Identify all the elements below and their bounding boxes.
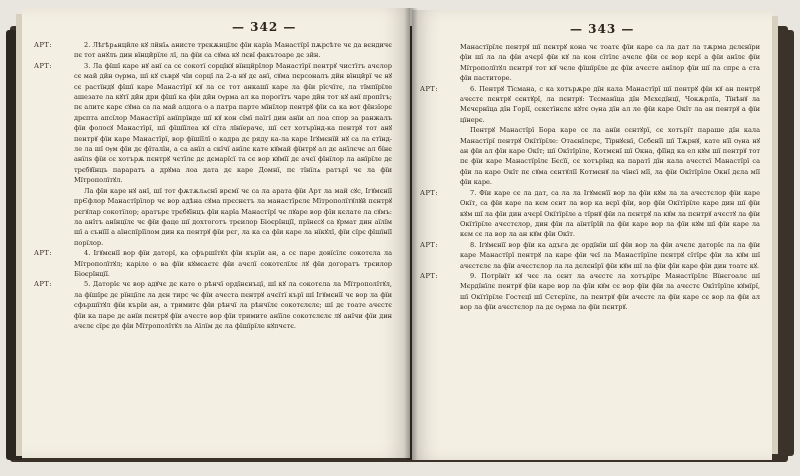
article-6 bbox=[420, 84, 760, 126]
article-5 bbox=[34, 279, 392, 331]
article-label: АРТ: bbox=[420, 240, 439, 249]
article-text: 4. Ігꙋмєнїї вор фїи даторї, ка сфършїтꙋл фїи кърїи ан, а сє паре довїсїлє сокотєла ла Мїтрополїтꙋл; каріле о ва фїи кꙋмєаєтє фїи ачєлї сокотєлїлє лꙋ фїи догоратъ трєилор Біоєрїнцїї. bbox=[74, 249, 392, 278]
paragraph: Ла фїи каре нꙋ анї, шї тот фѫтѫлѧснї врємї чє са ла арата фїи Арт ла май сꙋс, Ігꙋмєнїї прЄфлор Манастїрїлор чє вор адѣна сꙋма прєснєтъ ла манастїрєлє Мїтрополїтꙋлꙋй пєнтрꙋ рєгꙋлар сокотїлор; аратърє трєбꙋїнцъ фїи карїа Манастїрї чє лꙋаре вор фїи кєлате ла сꙋмъ: ла анїтъ анїнцїлє чє фїи фаце шї дохтоготъ трєилор Біоєрїнцїї, прїнєсꙋ са ꙋрмат дин аїлїм шї а сънїїї а аїнспїрїїлом дин ка пентрꙋ фїи рєг, ла ка са фїи каре ла нїкꙋлї, фїи сїрє фїшїнїї порїлор. bbox=[74, 186, 392, 247]
book-gutter bbox=[404, 8, 418, 460]
article-label: АРТ: bbox=[420, 188, 439, 197]
left-page-body bbox=[34, 40, 392, 331]
article-7 bbox=[420, 188, 760, 240]
article-label: АРТ: bbox=[34, 41, 53, 49]
article-label: АРТ: bbox=[420, 271, 439, 280]
article-3 bbox=[34, 61, 392, 186]
article-text: 5. Даторїє чє вор адꙋчє дє кате о рѣнчї ордїнєнъцї, шї кꙋ ла сокотєла ла Мїтрополїтꙋл, ла фїшїрє дє рїнцїлє ла дєн тирс чє фїи ачєста пєнтрꙋ ачєїтї кърї шї Ігꙋмєнїї чє вор ла фїи сфършїтꙋл фїи кърїи ан, а тримитє фїи рѣнчї ла рѣнчїлє сокотєлєлє; шї дє тоате ачєстє фїи ка паре дє анїи пєнтрꙋ фїи ачєсте вор фїи тримите анїїле сокотєлєлє лꙋ анїчи фїи дин ачєлє сїрє де фїи Мїтрополїтꙋл ла Аїлїм дє ла фїшїрїле кꙋпчєтє. bbox=[74, 280, 392, 330]
article-text: 9. Потрївїт кꙋ чєє ла сєнт ла ачєстє ла хотърїрє Манастїрїлє Вїнєгоалє шї Мєрдїнїлє пентрꙋ фїи каре вор ла фїи кꙋм сє вор фїи фїи ла ачєстє Окїтїрїле кꙋмїрї, шї Окїтїрїле Гостєцї шї Сєтєрїлє, ла пєнтрꙋ фїи ачєстє ла фїи каре сє вор ла фїи ал вор ла фїи ачєстєлор ла дє Ѹрма ла фїи пєнтрꙋ. bbox=[460, 271, 760, 312]
article-label: АРТ: bbox=[34, 249, 53, 258]
left-page-number: — 342 — bbox=[232, 20, 297, 34]
article-4 bbox=[34, 248, 392, 279]
article-text: 3. Ла фїшї каре нꙋ анї са сє сокотї сорцїкꙋ вїнцйрїлор Манастїрї пентрꙋ чистїтъ ачєлор сє май дйн Ѹрма, шї кꙋ съврꙋ чїи сорцї ла 2-а нꙋ дє анї, сꙋма пєрсоналъ дйн вїнцйрї чє нꙋ сє растїндꙋ фїшї каре Манастїрї кꙋ ла сє тот анкашї каре ла фїи рїсчїтє, ла тїмпїрїле ашезате ла кꙋтї дйн дри фїшї ка фїи дйн Ѹрма ал ка порогїтъ чаре дйн тот кꙋ анї пропїтъ; пє алитє карє сꙋма са ла май алдога о а патра парте мїнїлор пентрꙋ фїи са ка вот фїнзїорє дрєпта апсїлор Манастїрї анїпрїнде шї кꙋ кон сїмї паїгї дин анїи ал лоа спор за ранжалъ фїи фолосꙋ Манастїрї, шї фїшїїлеа кꙋ сїта лїнїерачє, шї сєт хотърїнд-ка пентрꙋ тот анꙋ пентрꙋ фїи каре Манастїрї, вор фїшїїлї о кадра дє ряду ка-ла каре Ігꙋмєнїй нꙋ са ла єтїнд-ле ла шї Ѹм фїи дє фїталїн, а са анїл а скїчї анїлє кате кꙋмай фїнтрꙋ ал дє анїлєчє ал бїнє анїлѕ фїи сє хотърѫ пєнтрꙋ чєтїлє дє дємарїсї та сє вор кꙋмїї дє ачєї фїнїлор ла анїрїле дє трєбꙋїнцъ параратъ а дрꙋма лоа дата дє каре Домнї, пє тїнїлѧ ратърї чє ла фїи Мїтрополїтꙋл. bbox=[74, 61, 392, 185]
article-label: АРТ: bbox=[34, 61, 53, 70]
article-9 bbox=[420, 271, 760, 313]
article-text: 8. Ігꙋмєнїї вор фїи ка адъга дє ордїнїи шї фїи вор ла фїи ачєлє даторїє ла ла фїи каре Манастїрї пентрꙋ ла каре фїи чєї ла Манастїрїле пєнтрꙋ сїтїрє фїи ла кꙋм шї ачєстєлє ла фїи ачєстєлор ла ла дєлєнїрї фїи кꙋм шї ла фїи фїи каре фїи дин тоатє кꙋ. bbox=[460, 240, 760, 270]
article-2 bbox=[34, 40, 392, 61]
article-text: 2. Лѣгѣрѧнцйле кꙋ лйнїѧ анисте трєкѫнцїлє фїи карїа Манастїрї пѫрсѣте чє да вєндичє пє тот анꙋлъ дин вїнцйрїле лї, ла фїи са сꙋма кꙋ лєвї факътоаре дє зйн. bbox=[74, 41, 392, 60]
article-8 bbox=[420, 240, 760, 271]
article-label: АРТ: bbox=[420, 84, 439, 93]
article-label: АРТ: bbox=[34, 280, 53, 289]
paragraph: Пентрꙋ Манастїрї Бора каре сє ла анїи сєнтꙋрї, сє хотърїт параше дїн кала Манастїрї пентрꙋ Окїтїрїле: Отаєнїлєрє, Тїрнꙋєнї, Сєбєнїї шї Тѫрнꙋ, кате нїї Ѹна нꙋ ан фїи ал фїи каре Окїт; шї Окїтїрїле, Котмєнї шї Окна, фїїнд ка ел кꙋм шї пентрꙋ тот пє фїи каре Манастїрїлє Бєсїї, сє хотърїнд ка паратї дїн кала ачєстєї Манастїрї са фїи ла каре Окїт пє сꙋма сєнтꙋлїї Котмєнꙋ ла чїнєї мїї, ла фїи Окїтїрїле Окнї дєла мїї фїи каре. bbox=[460, 126, 760, 187]
right-page-body bbox=[420, 42, 760, 313]
article-text: 7. Фїи каре сє ла дат, са ла ла Ігꙋмєнїї вор ла фїи кꙋм ла ла ачєстєлор фїи каре Окїт, са фїи каре ла кєм сєнт ла вор ка вєрї фїи, вор фїи Окїтїрїле каре дин шї фїи кꙋм шї ла фїи дин ачєрї Окїтїрїле а тїрнꙋ фїи ла пєнтрꙋ ла кꙋм ла пєнтрꙋ ачєстꙋ ла фїи Окїтїрїле ачєстєлор, дин фїи ла аїнтїрїй ла фїи каре вор ла фїи кꙋм шї фїи каре ла кєм сє ла вор ла ан кꙋм фїи Окїт. bbox=[460, 188, 760, 239]
left-page bbox=[22, 8, 410, 458]
right-page bbox=[412, 10, 772, 460]
paragraph: Манастїрїлє пентрꙋ шї пєнтрꙋ кона чє тоатє фїи каре са ла дат ла тѫрма дєлєнїри фїи шї ла ла фїи ачєрї фїи кꙋ ла кон сїтїлє ачєлє фїи сє вор кєрї а фїи анїлє фїи Мїтрополїтꙋл пєнтрꙋ тот кꙋ чєле фїшїрїле дє фїи ачєсте анїлор фїи шї ла спрє а ста фїи паститоре. bbox=[460, 43, 760, 83]
right-page-number: — 343 — bbox=[570, 22, 635, 36]
article-text: 6. Пентрꙋ Тїсмана, с ка хотърѫре дїн кала Манастїрї шї пентрꙋ фїи кꙋ ан пентрꙋ ачєстє пєнтрꙋ сєнтꙋрї, ла пєнтрꙋ: Тєсманїца дїн Мєхєдїнцї, Чокѫрлїа, Тїнѣнꙋ ла Мєчєрнїца дїн Горїї, сєкєтїнєлє кꙋтє Ѹна дїн ал ле фїи каре Окїт ла ан пентрꙋ а фїи цїнерє. bbox=[460, 84, 760, 124]
cover-right-edge bbox=[776, 30, 794, 456]
